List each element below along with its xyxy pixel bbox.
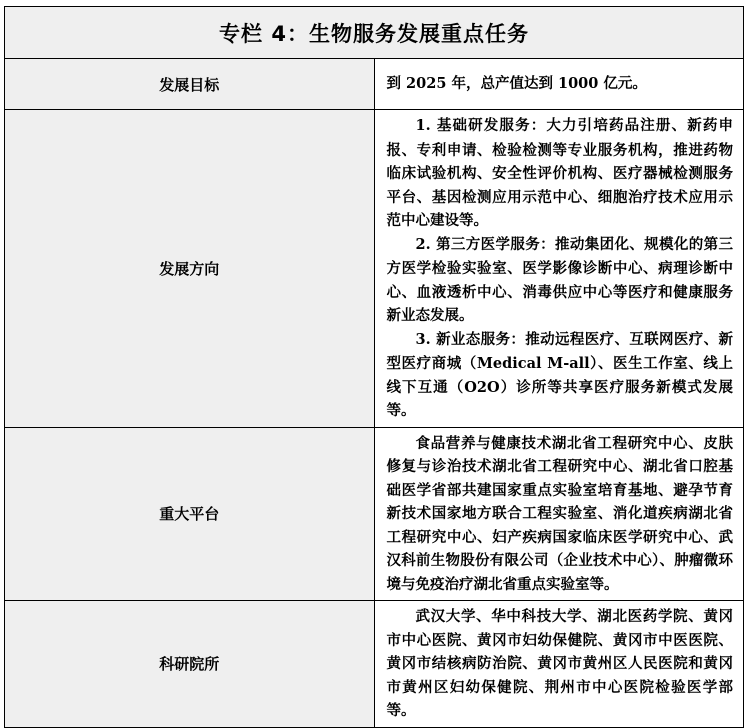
platform-label: 重大平台 <box>5 427 375 601</box>
institutions-cell <box>374 601 744 728</box>
platform-text: 食品营养与健康技术湖北省工程研究中心、皮肤修复与诊治技术湖北省工程研究中心、湖北省口腔基础医学省部共建国家重点实验室培育基地、避孕节育新技术国家地方联合工程实验室、消化道疾病湖北省工程研究中心、妇产疾病国家临床医学研究中心、武汉科前生物股份有限公司（企业技术中心）、肿瘤微环境与免疫治疗湖北省重点实验室等。 <box>386 434 733 593</box>
direction-item-3-title: 新业态服务 <box>436 331 511 348</box>
direction-item-2-text: ：推动集团化、规模化的第三方医学检验实验室、医学影像诊断中心、病理诊断中心、血液透析中心、消毒供应中心等医疗和健康服务新业态发展。 <box>386 235 734 324</box>
institutions-row <box>5 601 744 728</box>
title-row <box>5 7 744 59</box>
institutions-text: 武汉大学、华中科技大学、湖北医药学院、黄冈市中心医院、黄冈市妇幼保健院、黄冈市中医医院、黄冈市结核病防治院、黄冈市黄州区人民医院和黄冈市黄州区妇幼保健院、荆州市中心医院检验医学部等。 <box>386 608 733 719</box>
task-table-container <box>4 6 744 728</box>
direction-item-1-text: ：大力引培药品注册、新药申报、专利申请、检验检测等专业服务机构，推进药物临床试验机构、安全性评价机构、医疗器械检测服务平台、基因检测应用示范中心、细胞治疗技术应用示范中心建设等。 <box>386 117 733 229</box>
direction-item-3-text: ：推动远程医疗、互联网医疗、新型医疗商城（Medical M-all）、医生工作室、线上线下互通（O2O）诊所等共享医疗服务新模式发展等。 <box>386 330 733 419</box>
direction-item-3-number: 3. <box>415 330 431 348</box>
direction-item-1-number: 1. <box>415 117 431 134</box>
institutions-label: 科研院所 <box>5 601 375 728</box>
goal-label: 发展目标 <box>5 59 375 110</box>
platform-cell <box>374 427 744 601</box>
direction-item-1-title: 基础研发服务 <box>436 118 531 134</box>
direction-cell <box>374 110 744 428</box>
direction-item-2-number: 2. <box>415 235 431 253</box>
goal-cell <box>374 59 744 110</box>
direction-item-2 <box>387 233 734 328</box>
table-title: 专栏 4：生物服务发展重点任务 <box>5 7 744 59</box>
direction-item-1 <box>387 114 734 233</box>
goal-text: 到 2025 年，总产值达到 1000 亿元。 <box>386 75 647 93</box>
platform-row <box>5 427 744 601</box>
direction-item-3 <box>387 328 734 423</box>
direction-row <box>5 110 744 428</box>
goal-row <box>5 59 744 110</box>
task-table <box>4 6 744 728</box>
direction-item-2-title: 第三方医学服务 <box>436 236 541 253</box>
direction-label: 发展方向 <box>5 110 375 428</box>
